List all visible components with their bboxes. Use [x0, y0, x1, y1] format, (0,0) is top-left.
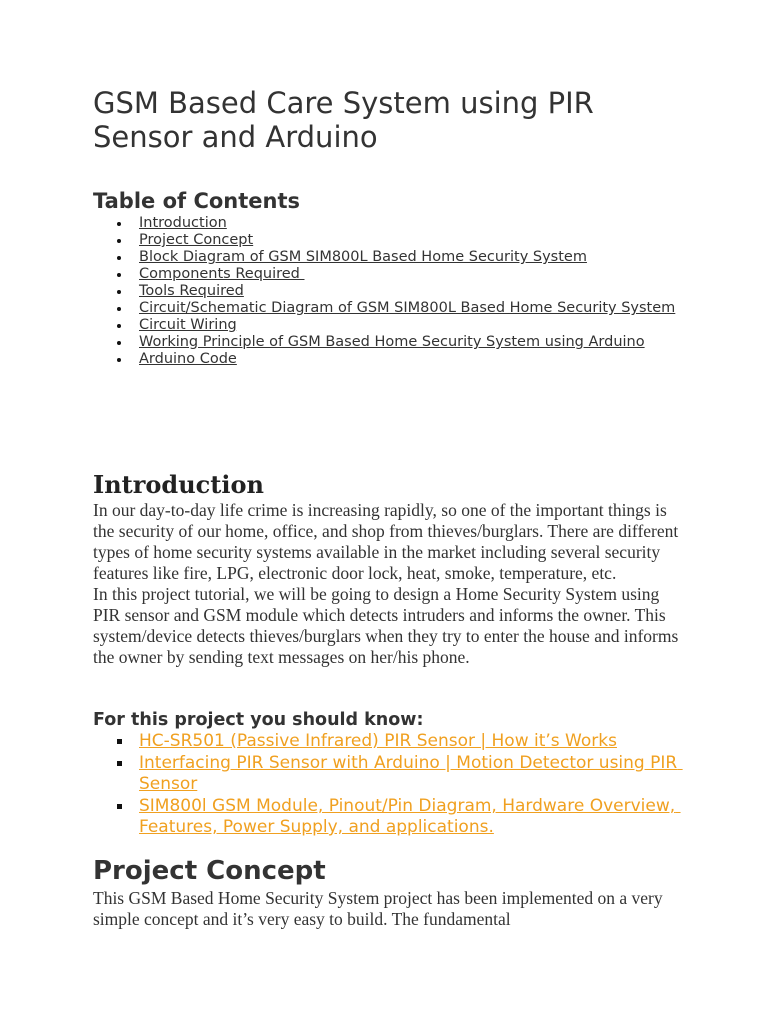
toc-link-components-required[interactable]: Components Required	[139, 266, 305, 282]
toc-item	[93, 232, 693, 249]
should-know-heading: For this project you should know:	[93, 710, 424, 730]
project-concept-paragraph: This GSM Based Home Security System project has been implemented on a very simple concept and it’s very easy to build. The fundamental	[93, 888, 663, 929]
introduction-paragraph-1: In our day-to-day life crime is increasing rapidly, so one of the important things is the security of our home, office, and shop from thieves/burglars. There are different types of home security systems available in the market including several security features like fire, LPG, electronic door lock, heat, smoke, temperature, etc.	[93, 500, 679, 583]
toc-list	[93, 215, 693, 368]
should-know-item	[93, 731, 693, 752]
toc-link-arduino-code[interactable]: Arduino Code	[139, 351, 237, 367]
introduction-heading: Introduction	[93, 470, 264, 499]
link-interfacing-pir[interactable]: Interfacing PIR Sensor with Arduino | Motion Detector using PIR Sensor	[139, 753, 683, 794]
toc-link-project-concept[interactable]: Project Concept	[139, 232, 254, 248]
should-know-item	[93, 796, 693, 838]
toc-item	[93, 351, 693, 368]
introduction-paragraph-2: In this project tutorial, we will be going to design a Home Security System using PIR sensor and GSM module which detects intruders and informs the owner. This system/device detects thieves/burglars when they try to enter the house and informs the owner by sending text messages on her/his phone.	[93, 584, 679, 667]
should-know-item	[93, 753, 693, 795]
toc-item	[93, 300, 693, 317]
should-know-list	[93, 731, 693, 839]
toc-item	[93, 215, 693, 232]
toc-item	[93, 283, 693, 300]
toc-heading: Table of Contents	[93, 189, 301, 213]
toc-link-introduction[interactable]: Introduction	[139, 215, 227, 231]
toc-item	[93, 334, 693, 351]
introduction-body	[93, 500, 683, 668]
project-concept-heading: Project Concept	[93, 856, 326, 886]
toc-item	[93, 266, 693, 283]
link-pir-sensor[interactable]: HC-SR501 (Passive Infrared) PIR Sensor | How it’s Works	[139, 731, 617, 751]
toc-item	[93, 249, 693, 266]
project-concept-body	[93, 888, 683, 930]
toc-link-circuit-schematic[interactable]: Circuit/Schematic Diagram of GSM SIM800L Based Home Security System	[139, 300, 676, 316]
toc-link-working-principle[interactable]: Working Principle of GSM Based Home Security System using Arduino	[139, 334, 645, 350]
document-title: GSM Based Care System using PIR Sensor and Arduino	[93, 86, 594, 154]
toc-link-block-diagram[interactable]: Block Diagram of GSM SIM800L Based Home Security System	[139, 249, 587, 265]
toc-link-circuit-wiring[interactable]: Circuit Wiring	[139, 317, 237, 333]
toc-item	[93, 317, 693, 334]
toc-link-tools-required[interactable]: Tools Required	[139, 283, 244, 299]
link-sim800l-module[interactable]: SIM800l GSM Module, Pinout/Pin Diagram, Hardware Overview, Features, Power Supply, and applications.	[139, 796, 681, 837]
